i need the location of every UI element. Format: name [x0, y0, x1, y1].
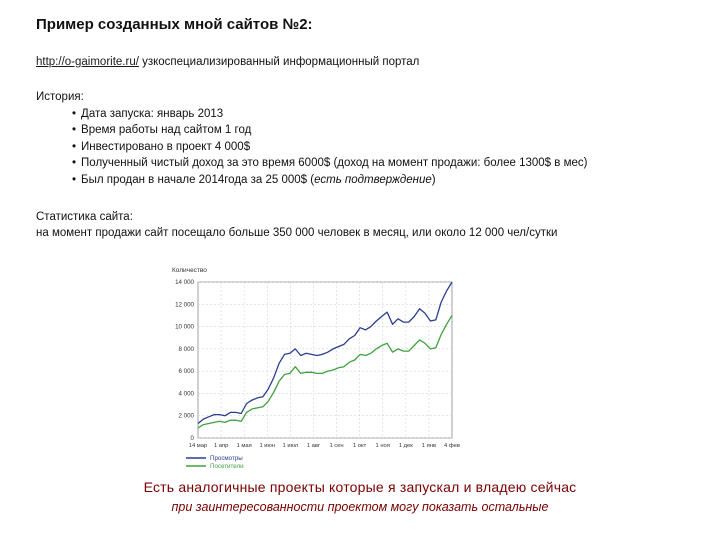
- y-tick-label: 6 000: [178, 368, 194, 376]
- x-tick-label: 1 июн: [259, 443, 276, 449]
- x-tick-label: 1 ноя: [375, 443, 390, 449]
- history-item-investment: • Инвестировано в проект 4 000$: [72, 139, 587, 156]
- x-tick-label: 14 мар: [188, 443, 208, 449]
- confirmation-note: есть подтверждение: [314, 173, 432, 186]
- y-tick-label: 14 000: [175, 279, 194, 286]
- x-tick-label: 1 сен: [329, 443, 344, 449]
- history-item-sold: • Был продан в начале 2014года за 25 000$ (есть подтверждение): [72, 172, 587, 189]
- x-tick-label: 1 авг: [306, 443, 321, 449]
- history-item-worktime: • Время работы над сайтом 1 год: [72, 122, 587, 139]
- y-axis-label: Количество: [172, 267, 207, 274]
- plot-area: [198, 282, 452, 438]
- y-tick-label: 0: [190, 435, 194, 442]
- x-tick-label: 1 апр: [213, 443, 229, 449]
- stats-block: [36, 209, 557, 241]
- x-tick-label: 4 фев: [444, 443, 460, 449]
- footer-main-text: Есть аналогичные проекты которые я запускал и владею сейчас: [143, 479, 577, 495]
- y-tick-label: 2 000: [178, 412, 194, 420]
- y-tick-label: 10 000: [175, 323, 194, 331]
- history-block: [36, 89, 587, 189]
- stats-text: на момент продажи сайт посещало больше 350 000 человек в месяц, или около 12 000 чел/сутки: [36, 227, 558, 239]
- legend-label: Просмотры: [210, 455, 243, 463]
- x-tick-label: 1 янв: [421, 443, 437, 449]
- site-description: узкоспециализированный информационный портал: [138, 56, 420, 68]
- history-list: [36, 106, 587, 189]
- x-tick-label: 1 мая: [236, 443, 252, 449]
- y-tick-label: 8 000: [178, 345, 194, 353]
- history-label: История:: [36, 91, 84, 103]
- x-tick-label: 1 июл: [282, 443, 299, 449]
- y-tick-label: 4 000: [178, 390, 194, 398]
- history-item-launch: • Дата запуска: январь 2013: [72, 106, 587, 123]
- site-url-link[interactable]: http://o-gaimorite.ru/: [36, 56, 139, 68]
- legend-label: Посетители: [210, 463, 244, 471]
- footer-sub-text: при заинтересованности проектом могу показать остальные: [171, 500, 549, 514]
- history-item-income: • Полученный чистый доход за это время 6000$ (доход на момент продажи: более 1300$ в мес): [72, 155, 587, 172]
- traffic-chart: [160, 262, 460, 472]
- slide-title: Пример созданных мной сайтов №2:: [36, 16, 313, 33]
- x-tick-label: 1 дек: [398, 443, 413, 449]
- x-tick-label: 1 окт: [352, 443, 367, 449]
- y-tick-label: 12 000: [175, 301, 194, 309]
- stats-label: Статистика сайта:: [36, 211, 133, 223]
- site-line: [36, 56, 419, 68]
